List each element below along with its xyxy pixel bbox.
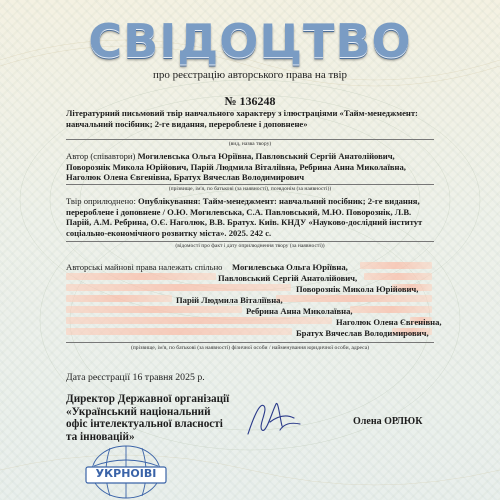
director-name: Олена ОРЛЮК — [353, 416, 423, 427]
work-caption: (вид, назва твору) — [228, 141, 272, 147]
redaction-mark — [350, 306, 432, 313]
director-title-line: Директор Державної організації — [66, 393, 230, 405]
redaction-mark — [66, 306, 242, 313]
redaction-mark — [66, 295, 172, 302]
divider — [66, 184, 434, 185]
rights-holder: Парій Людмила Віталіївна, — [176, 295, 283, 305]
certificate-title: СВІДОЦТВО — [88, 14, 412, 68]
certificate-number: № 136248 — [224, 94, 276, 108]
rights-holder: Наголюк Олена Євгенівна, — [336, 317, 442, 327]
rights-holder: Поворознік Микола Юрійович, — [296, 284, 419, 294]
redaction-mark — [66, 328, 292, 335]
rights-holder: Могилевська Ольга Юріївна, — [232, 262, 348, 272]
publication-text: Опублікування: Тайм-менеджмент: навчальний посібник; 2-ге видання, перероблене і доповнене / О.Ю. Могилевська, С.А. Павловський, М.Ю. Поворознік, Л.В. Парій, А.М. Ребрина, О.Є. Наголюк, В.В. Братух. Київ. КНДУ «Науково-дослідний інститут соціально-економічного розвитку міста». 2025. 242 с. — [66, 196, 423, 238]
redaction-mark — [276, 295, 432, 302]
redaction-mark — [66, 273, 216, 280]
director-title — [66, 393, 236, 443]
rights-holder: Ребрина Анна Миколаївна, — [246, 306, 353, 316]
registration-date: Дата реєстрації 16 травня 2025 р. — [66, 372, 205, 383]
redaction-mark — [364, 273, 432, 280]
director-title-line: та інновацій» — [66, 430, 135, 443]
signature — [240, 396, 310, 440]
authors-label: Автор (співавтори) — [66, 151, 136, 161]
director-title-line: офіс інтелектуальної власності — [66, 418, 223, 431]
rights-caption: (прізвище, ім'я, по батькові (за наявності) фізичної особи / найменування юридичної особи, адреса) — [130, 345, 370, 351]
redaction-mark — [66, 317, 332, 324]
divider — [66, 241, 434, 242]
rights-holder: Павловський Сергій Анатолійович, — [218, 273, 358, 283]
divider — [66, 342, 434, 343]
emblem-label: УКРНОІВІ — [95, 467, 157, 480]
rights-holder: Братух Вячеслав Володимирович, — [296, 328, 429, 338]
certificate-subtitle: про реєстрацію авторського права на твір — [152, 69, 348, 81]
redaction-mark — [66, 284, 291, 291]
publication-caption: (відомості про факт і дату оприлюднення твору (за наявності)) — [175, 243, 325, 249]
work-description: Літературний письмовий твір навчального характеру з ілюстраціями «Тайм-менеджмент: навчальний посібник; 2-ге видання, перероблене і доповнене» — [66, 108, 418, 129]
rights-intro: Авторські майнові права належать спільно — [66, 262, 223, 272]
publication-block — [66, 196, 434, 238]
divider — [66, 139, 434, 140]
director-title-line: «Український національний — [66, 405, 211, 418]
publication-label: Твір оприлюднено: — [66, 196, 136, 206]
authors-names: Могилевська Ольга Юріївна, Павловський Сергій Анатолійович, Поворознік Микола Юрійович, Парій Людмила Віталіївна, Ребрина Анна Миколаївна, Наголюк Олена Євгенівна, Братух Вячеслав Володимирович — [66, 151, 406, 183]
authors-block — [66, 151, 434, 183]
authors-caption: (прізвище, ім'я, по батькові (за наявності), псевдонім (за наявності)) — [168, 186, 332, 192]
